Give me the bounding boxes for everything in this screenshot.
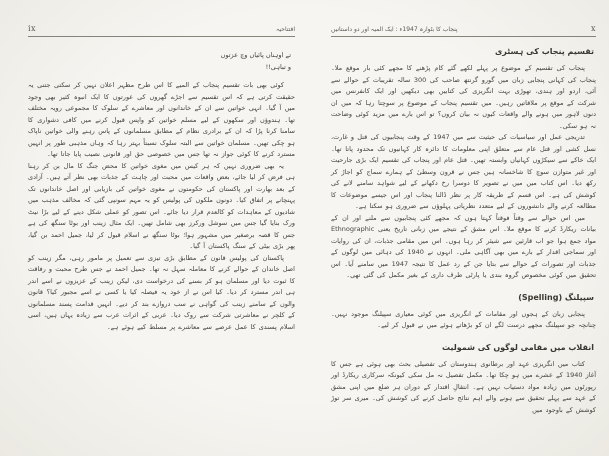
section-heading-spelling: سپیلنگ (Spelling) — [518, 292, 594, 302]
paragraph: پاکستان کی پولیس قانون کے مطابق بڑی تیزی سے تعمیل پر مامور رہی، مگر زینب کو اصل خاندان کے حوالے کرنے کا معاملہ سہل نہ تھا۔ جمیل احمد نے جس طرح محبت و رفاقت کا ثبوت دیا اور مسلمان ہو کر بسنے کی درخواست دی، لیکن زینب کے عزیزوں نے اسے اندر ہی اندر مسترد کر دیا۔ کیا اس نے از خود یہ فیصلہ کیا یا کسی نے اسے مجبور کیا؟ قانون والوں کے سامنے زینب کی گواہی نے سب دروازے بند کر دیے۔ انہیں قدامت پسند مسلمانوں کے کلچر نے معاشرتی شرکت سے روک دیا۔ عربی کے اثرات عرب سے زیادہ یہاں ہیں، اسی اسلام پسندی کا عمل عرصے سے معاشرے پر مسلط کیے ہوئے ہے۔ — [28, 253, 295, 331]
right-running-head: پنجاب کا بٹوارہ 1947ء : ایک المیہ اور دو داستانیں — [331, 26, 458, 33]
paragraph: پنجابی زبان کے ہجوں اور مقامات کے انگریزی میں کوئی معیاری سپیلنگ موجود نہیں۔ چنانچہ جو سپیلنگ مجھے درست لگے ان کو بڑھاتے ہوئے میں نے قبول کر لیے۔ — [331, 309, 596, 329]
left-running-head: افتتاحیہ — [275, 26, 295, 33]
verse-line: تے اوہناں پائیاں وچ عزتوں — [220, 51, 291, 59]
paragraph: کتاب میں انگریزی عہد اور برطانوی ہندوستان کی تفصیلی بحث بھی ہوئی ہے جس کا آغاز 1940 کے عشرے میں ہو چکا تھا۔ مکمل تفصیل نہ مل سکی کیونکہ سرکاری ریکارڈ اور رپورٹوں میں زیادہ مواد دستیاب نہیں ہے۔ انتقالِ اقتدار کے دوران ہر ضلع میں اپنی مشق کے عہد سے پہلے تحقیق سے ہونے والے اہم نتائج حاصل کرنے کی کوشش کی۔ میری سر توڑ کوشش کے باوجود میں — [331, 359, 596, 414]
right-body-text-3 — [331, 359, 596, 417]
section-heading-local-people: انقلاب میں مقامی لوگوں کی شمولیت — [442, 342, 594, 352]
paragraph: تدریجی عمل اور سیاسیات کی حیثیت سے میں 1947 کے وقت پنجابیوں کی قتل و غارت، نسل کشی اور قتل عام سے متعلق اپنی معلومات کا دائرہ کار کہانیوں تک محدود پاتا تھا۔ ایک خاکے سے سیکڑوں کہانیاں وابستہ تھیں۔ قتل عام اور پنجاب کی تقسیم ایک بڑی جارحیت اور غیر متوازن سوچ کا شاخسانہ ہیں جس نے قرون وسطیٰ کے ہمارے سماج کو اجاڑ کر رکھ دیا۔ اس کتاب میں میں نے تصویر کا دوسرا رخ دکھانے کے لیے شواہد سامنے لانے کی کوشش کی ہے۔ اس قسم کے طریقہ کار پر نظر ڈالنا پنجاب اور اس جیسے موضوعات کا مطالعہ کرنے والے دانشوروں کے لیے متعدد نظریاتی پہلوؤں سے ضروری ہو سکتا ہے۔ — [331, 133, 596, 210]
right-body-text-2 — [331, 309, 596, 332]
paragraph: کوئی بھی بات تقسیم پنجاب کے المیے کا اس طرح مظہر اعلان نہیں کر سکتی جتنی یہ حقیقت کرتی ہے کہ اس تقسیم سے اجڑے گھروں کی عورتوں کا ایک انبوہ کثیر بھی وجود میں آ گیا۔ انہی خواتین سے ان کے خاندانوں اور معاشرے کے سلوک کا مجموعی رویہ مختلف تھا۔ ہندوؤں اور سکھوں کے لیے مسلم خواتین کو واپس قبول کرنے میں کافی دشواری کا سامنا کرنا پڑا کہ ان کے برادری نظام کے مطابق مسلمانوں کے پاس رہنے والی خواتین ناپاک ہو چکی تھیں۔ مسلمان خواتین سے البتہ سلوک نسبتاً بہتر رہا کہ وہاں مذہبی طور پر انہیں مسترد کرنے کا کوئی جواز نہ تھا جس میں خصوصی حق اور قانونی نصیب پایا جاتا تھا۔ — [28, 81, 295, 158]
verse-quote — [28, 50, 291, 73]
right-page-header — [331, 24, 596, 37]
paragraph: یہ بھی ضروری نہیں کہ ہر کیس میں مغوی خواتین کا محض جنگ کا مال بن کر رہنا ہی فرض کر لیا جائے، بعض واقعات میں محبت اور چاہت کے جذبات بھی نظر آتے ہیں۔ آزادی کے بعد بھارت اور پاکستان کی حکومتوں نے مغوی خواتین کی بازیابی اور اصل خاندانوں تک پہنچانے پر اتفاق کیا۔ دونوں ملکوں کی پولیس کو یہ مہم سونپی گئی کہ مخالف مذہب میں شادیوں کے معاہدات کو کالعدم قرار دیا جائے۔ اس تصور کو عملی شکل دینے کے لیے بڑا نیٹ ورک بنایا گیا جس میں سوشل ورکرز بھی شامل تھیں۔ ایک مثال زینب اور بوٹا سنگھ کی ہے جس کا قصہ برصغیر میں مشہور ہوا؛ بوٹا سنگھ نے اسلام قبول کر لیا، جمیل احمد بن گیا، پھر بڑی بیٹی کے سنگ پاکستان آ گیا۔ — [28, 161, 295, 250]
paragraph: پنجاب کی تقسیم کے موضوع پر پہلے لکھے گئے کام پڑھنے کا مجھے کئی بار موقع ملا۔ پنجاب کی کہانی پنجابی زبان میں گورو گرنتھ صاحب کی 300 سالہ تقریبات کے حوالے سے آئی، اردو اور ہندی، تھوڑی بہت انگریزی کی کتابیں بھی دیکھیں اور ایک کانفرنس میں شرکت کے موقع پر ملاقاتیں رہیں۔ میں تقسیم پنجاب کے موضوع پر سوچتا رہا کہ میں ان دنوں لاہور میں ہونے والے واقعات کیوں نہ بیان کروں؟ تو اس بارے میں مزید کوئی وضاحت نہ ہو سکی۔ — [331, 64, 596, 130]
right-page — [305, 0, 609, 456]
right-body-text-1 — [331, 63, 596, 282]
paragraph: میں اس حوالے سے وقتاً فوقتاً کہتا ہوں کہ مجھے کئی پنجابیوں سے ملنے اور ان کے بیانات ریکارڈ کرنے کا موقع ملا۔ اس مشق کے نتیجے میں زبانی تاریخ یعنی Ethnographic مواد جمع ہوا جو اب قارئین سے شیئر کر رہا ہوں۔ اس میں مقامی جذبات، ان کی روایات اور سماجی اقدار کے بارے میں بھی آگاہی ملی۔ انہوں نے 1940 کی دہائی میں لوگوں کے جذبات اور تصورات کے حوالے سے بتایا جن کے رد عمل کا نتیجہ 1947 میں سامنے آیا۔ اس تحقیق میں کوئی مخصوص گروہ بندی یا پارٹی طرف داری کے بغیر مکمل کی گئی تھی۔ — [331, 213, 597, 279]
section-heading-history: تقسیم پنجاب کی ہسٹری — [494, 47, 594, 56]
left-page-number: ix — [28, 24, 37, 33]
left-page-header — [28, 24, 295, 37]
right-page-number: x — [590, 24, 596, 33]
verse-line: و تباہی!! — [265, 62, 291, 71]
left-body-text — [28, 80, 295, 333]
